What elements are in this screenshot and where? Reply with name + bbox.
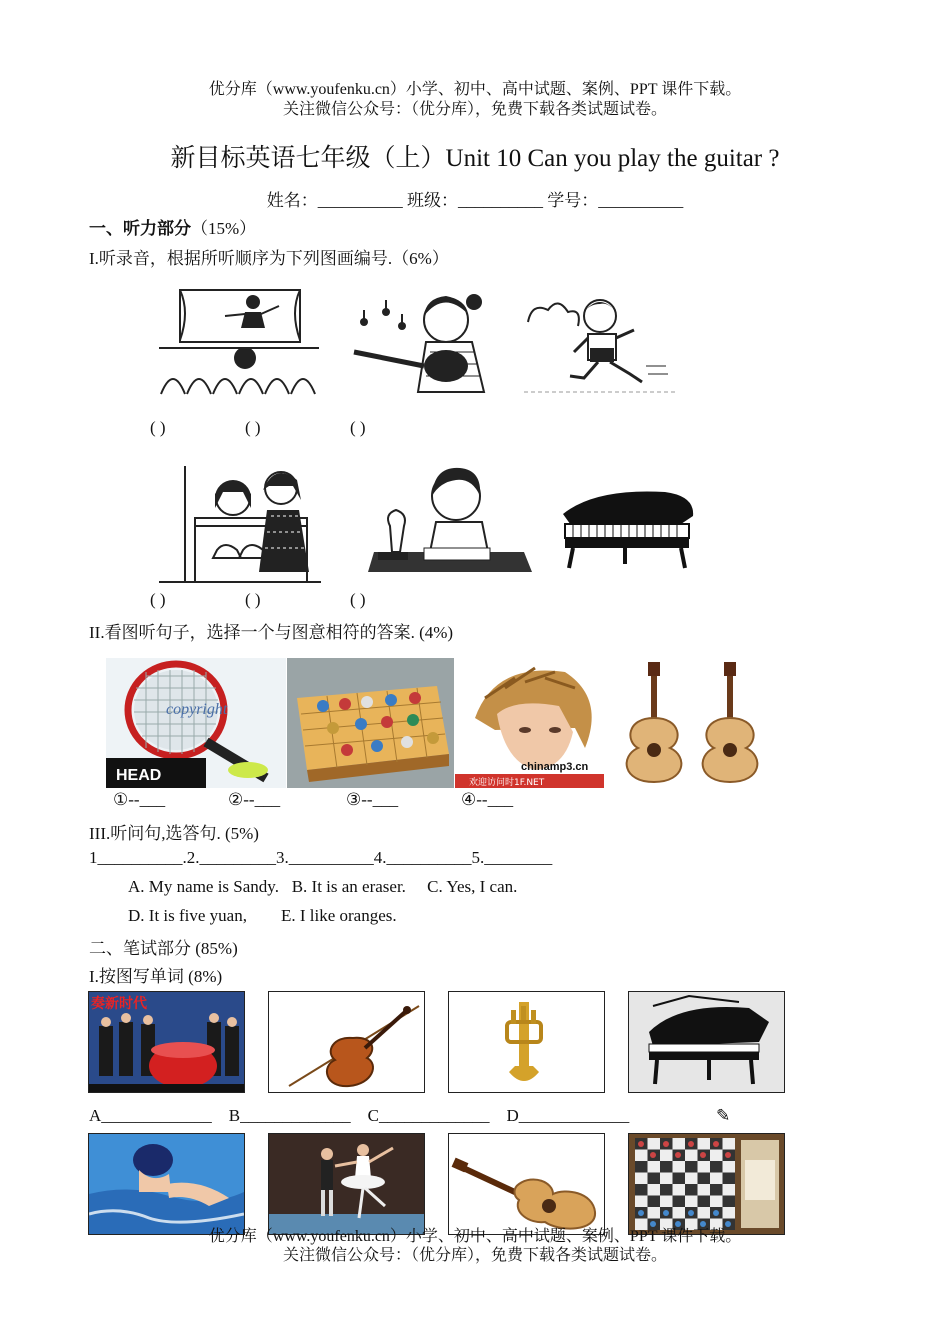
drum-ceremony-photo <box>88 991 245 1093</box>
part-2-blank-4[interactable]: ④--___ <box>461 790 514 809</box>
boy-portrait-photo <box>455 658 605 788</box>
site-watermark: chinamp3.cn <box>521 761 589 773</box>
boy-writing-picture <box>364 456 536 586</box>
chess-set-photo <box>287 658 454 788</box>
part-3-options-2: D. It is five yuan, E. I like oranges. <box>128 906 397 925</box>
stage-performance-picture <box>155 282 323 398</box>
trumpet-photo <box>448 991 605 1093</box>
piano-picture <box>555 484 700 570</box>
watermark-text: copyright <box>166 701 228 718</box>
section-2-heading: 二、笔试部分 (85%) <box>89 939 238 958</box>
part-2-instruction: II.看图听句子，选择一个与图意相符的答案. (4%) <box>89 623 454 642</box>
answer-paren-5[interactable]: ( ) <box>245 590 261 609</box>
answer-paren-1[interactable]: ( ) <box>150 418 166 437</box>
header-line-1: 优分库（www.youfenku.cn）小学、初中、高中试题、案例、PPT 课件下载。 <box>208 81 742 98</box>
section-1-title: 一、听力部分 <box>89 219 191 238</box>
racket-brand-text: HEAD <box>116 767 162 784</box>
tennis-racket-photo <box>106 658 286 788</box>
section-2-part-1-instruction: I.按图写单词 (8%) <box>89 967 223 986</box>
answer-paren-2[interactable]: ( ) <box>245 418 261 437</box>
banner-text: 奏新时代 <box>91 996 147 1012</box>
two-guitars-photo <box>604 658 770 788</box>
mouse-cursor-icon: ✎ <box>716 1106 731 1125</box>
violin-photo <box>268 991 425 1093</box>
part-3-instruction: III.听问句,选答句. (5%) <box>89 824 259 843</box>
answer-paren-6[interactable]: ( ) <box>350 590 366 609</box>
part-1-instruction: I.听录音，根据所听顺序为下列图画编号.（6%） <box>89 249 449 268</box>
section-1-heading <box>89 214 256 239</box>
boy-running-picture <box>518 282 684 398</box>
footer-line-2: 关注微信公众号：（优分库），免费下载各类试题试卷。 <box>282 1247 667 1264</box>
part-3-blanks[interactable]: 1__________.2._________3.__________4.__________5.________ <box>89 848 553 867</box>
section-1-percent: （15%） <box>191 219 257 238</box>
picture-word-blanks[interactable]: A_____________ B_____________ C_____________ D_____________ <box>89 1106 630 1125</box>
ballet-dancers-photo <box>268 1133 425 1235</box>
part-2-blank-1[interactable]: ①--___ <box>113 790 166 809</box>
girl-guitar-picture <box>334 282 496 398</box>
page-title: 新目标英语七年级（上）Unit 10 Can you play the guitar ? <box>170 145 780 172</box>
swimmer-photo <box>88 1133 245 1235</box>
footer-line-1: 优分库（www.youfenku.cn）小学、初中、高中试题、案例、PPT 课件下载。 <box>208 1228 742 1245</box>
grand-piano-photo <box>628 991 785 1093</box>
part-2-blank-2[interactable]: ②--___ <box>228 790 281 809</box>
student-info: 姓名：__________ 班级：__________ 学号：__________ <box>266 191 684 210</box>
chess-game-screenshot <box>628 1133 785 1235</box>
part-2-blank-3[interactable]: ③--___ <box>346 790 399 809</box>
header-line-2: 关注微信公众号：（优分库），免费下载各类试题试卷。 <box>282 101 667 118</box>
photo-caption: 欢迎访问时1F.NET <box>469 778 545 788</box>
answer-paren-4[interactable]: ( ) <box>150 590 166 609</box>
shoe-shop-picture <box>155 456 325 586</box>
guitar-photo <box>448 1133 605 1235</box>
answer-paren-3[interactable]: ( ) <box>350 418 366 437</box>
part-3-options-1: A. My name is Sandy. B. It is an eraser. C. Yes, I can. <box>128 877 518 896</box>
